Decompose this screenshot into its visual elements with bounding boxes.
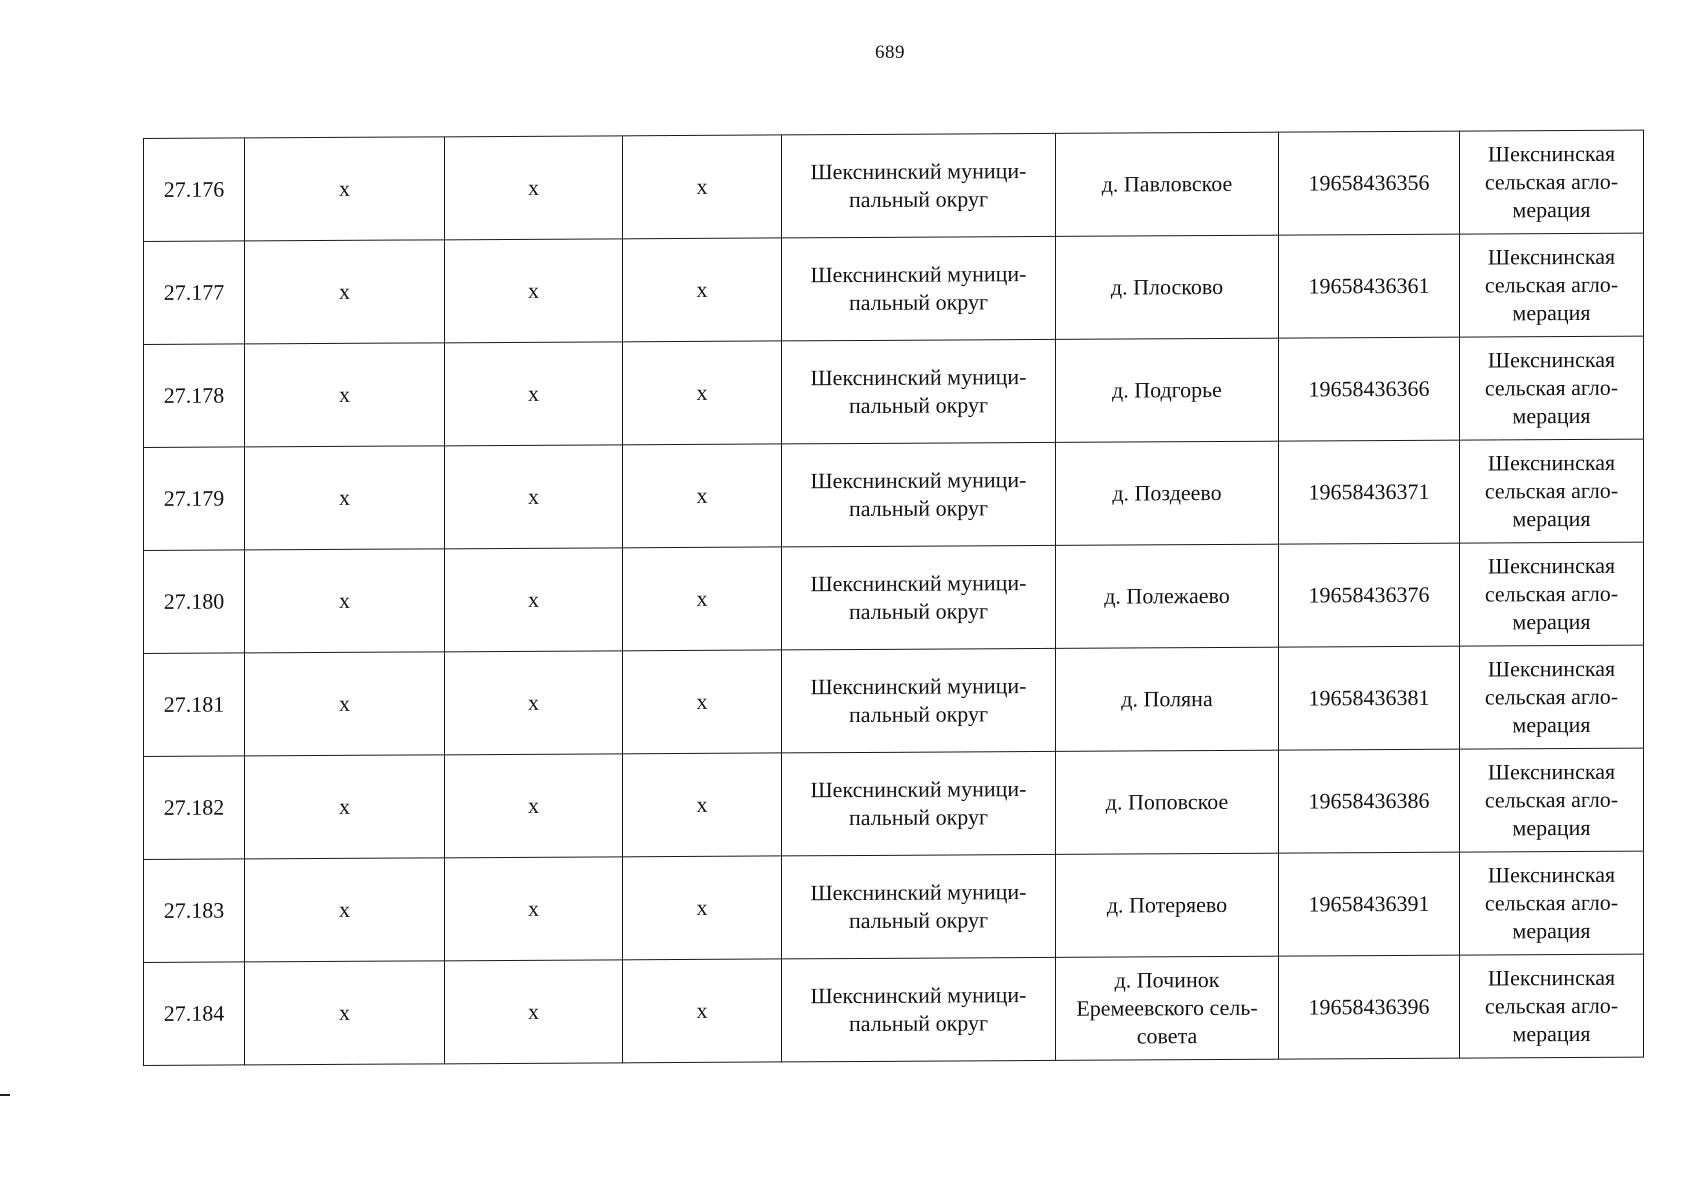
settlement-text: д. Починок Еремеевского сель- совета	[1076, 966, 1258, 1049]
municipal-district-cell	[782, 854, 1056, 959]
row-number-cell: 27.179	[144, 447, 245, 551]
municipal-district-cell	[782, 957, 1056, 1062]
x-mark-cell: x	[445, 136, 623, 240]
x-mark-cell: x	[245, 240, 445, 344]
municipal-district-text: Шекснинский муници- пальный округ	[810, 673, 1027, 728]
agglomeration-text: Шекснинская сельская агло- мерация	[1484, 243, 1619, 326]
settlement-cell	[1056, 235, 1279, 339]
table-row	[144, 130, 1644, 241]
settlements-table	[143, 130, 1644, 1066]
municipal-district-text: Шекснинский муници- пальный округ	[810, 261, 1027, 316]
row-number-cell: 27.182	[144, 756, 245, 860]
agglomeration-cell	[1460, 645, 1644, 749]
municipal-district-text: Шекснинский муници- пальный округ	[810, 467, 1027, 522]
oktmo-code-cell: 19658436371	[1279, 440, 1460, 544]
settlement-text: д. Поповское	[1105, 788, 1229, 815]
oktmo-code-cell: 19658436361	[1279, 234, 1460, 338]
municipal-district-cell	[782, 751, 1056, 856]
row-number-cell: 27.178	[144, 344, 245, 448]
municipal-district-cell	[782, 236, 1056, 341]
table-row	[144, 233, 1644, 344]
x-mark-cell: x	[445, 239, 623, 343]
x-mark-cell: x	[445, 857, 623, 961]
agglomeration-text: Шекснинская сельская агло- мерация	[1484, 758, 1619, 841]
oktmo-code-cell: 19658436396	[1279, 955, 1460, 1059]
x-mark-cell: x	[245, 549, 445, 653]
x-mark-cell: x	[245, 755, 445, 859]
table-row	[144, 542, 1644, 653]
settlement-cell	[1056, 132, 1279, 236]
x-mark-cell: x	[245, 961, 445, 1065]
x-mark-cell: x	[445, 754, 623, 858]
row-number-cell: 27.181	[144, 653, 245, 757]
municipal-district-cell	[782, 133, 1056, 238]
oktmo-code-cell: 19658436366	[1279, 337, 1460, 441]
table-row	[144, 336, 1644, 447]
oktmo-code-cell: 19658436356	[1279, 131, 1460, 235]
table-row	[144, 748, 1644, 859]
x-mark-cell: x	[623, 650, 782, 754]
x-mark-cell: x	[623, 135, 782, 239]
row-number-cell: 27.176	[144, 138, 245, 242]
settlement-text: д. Павловское	[1101, 170, 1233, 197]
agglomeration-text: Шекснинская сельская агло- мерация	[1484, 655, 1619, 738]
oktmo-code-cell: 19658436376	[1279, 543, 1460, 647]
agglomeration-cell	[1460, 336, 1644, 440]
agglomeration-text: Шекснинская сельская агло- мерация	[1484, 552, 1619, 635]
x-mark-cell: x	[623, 238, 782, 342]
settlement-cell	[1056, 441, 1279, 545]
agglomeration-text: Шекснинская сельская агло- мерация	[1484, 449, 1619, 532]
oktmo-code-cell: 19658436386	[1279, 749, 1460, 853]
table-row	[144, 851, 1644, 962]
agglomeration-cell	[1460, 439, 1644, 543]
x-mark-cell: x	[445, 445, 623, 549]
settlement-text: д. Поздеево	[1112, 479, 1222, 506]
x-mark-cell: x	[623, 341, 782, 445]
margin-tick-mark	[0, 1094, 10, 1096]
table-row	[144, 954, 1644, 1065]
row-number-cell: 27.177	[144, 241, 245, 345]
x-mark-cell: x	[623, 856, 782, 960]
x-mark-cell: x	[623, 444, 782, 548]
x-mark-cell: x	[245, 652, 445, 756]
row-number-cell: 27.184	[144, 962, 245, 1066]
x-mark-cell: x	[245, 137, 445, 241]
settlement-text: д. Полежаево	[1104, 582, 1230, 609]
x-mark-cell: x	[445, 651, 623, 755]
table-row	[144, 645, 1644, 756]
municipal-district-cell	[782, 339, 1056, 444]
agglomeration-text: Шекснинская сельская агло- мерация	[1484, 140, 1619, 223]
x-mark-cell: x	[445, 960, 623, 1064]
agglomeration-cell	[1460, 748, 1644, 852]
settlement-text: д. Потеряево	[1106, 891, 1228, 918]
x-mark-cell: x	[445, 548, 623, 652]
settlement-cell	[1056, 544, 1279, 648]
municipal-district-text: Шекснинский муници- пальный округ	[810, 570, 1027, 625]
agglomeration-text: Шекснинская сельская агло- мерация	[1484, 964, 1619, 1047]
settlement-cell	[1056, 338, 1279, 442]
municipal-district-cell	[782, 545, 1056, 650]
page-number: 689	[875, 42, 905, 63]
municipal-district-cell	[782, 442, 1056, 547]
x-mark-cell: x	[245, 858, 445, 962]
x-mark-cell: x	[623, 547, 782, 651]
row-number-cell: 27.183	[144, 859, 245, 963]
settlement-text: д. Подгорье	[1112, 376, 1222, 403]
row-number-cell: 27.180	[144, 550, 245, 654]
agglomeration-cell	[1460, 542, 1644, 646]
agglomeration-text: Шекснинская сельская агло- мерация	[1484, 346, 1619, 429]
settlement-cell	[1056, 647, 1279, 751]
oktmo-code-cell: 19658436391	[1279, 852, 1460, 956]
agglomeration-cell	[1460, 130, 1644, 234]
agglomeration-cell	[1460, 233, 1644, 337]
x-mark-cell: x	[245, 343, 445, 447]
oktmo-code-cell: 19658436381	[1279, 646, 1460, 750]
x-mark-cell: x	[245, 446, 445, 550]
municipal-district-cell	[782, 648, 1056, 753]
table-row	[144, 439, 1644, 550]
agglomeration-text: Шекснинская сельская агло- мерация	[1484, 861, 1619, 944]
agglomeration-cell	[1460, 954, 1644, 1058]
municipal-district-text: Шекснинский муници- пальный округ	[810, 364, 1027, 419]
settlement-cell	[1056, 956, 1279, 1060]
municipal-district-text: Шекснинский муници- пальный округ	[810, 879, 1027, 934]
settlement-text: д. Плосково	[1110, 273, 1224, 300]
municipal-district-text: Шекснинский муници- пальный округ	[810, 158, 1027, 213]
municipal-district-text: Шекснинский муници- пальный округ	[810, 982, 1027, 1037]
settlement-cell	[1056, 750, 1279, 854]
agglomeration-cell	[1460, 851, 1644, 955]
settlement-cell	[1056, 853, 1279, 957]
municipal-district-text: Шекснинский муници- пальный округ	[810, 776, 1027, 831]
x-mark-cell: x	[623, 753, 782, 857]
settlement-text: д. Поляна	[1121, 686, 1213, 712]
x-mark-cell: x	[623, 959, 782, 1063]
x-mark-cell: x	[445, 342, 623, 446]
